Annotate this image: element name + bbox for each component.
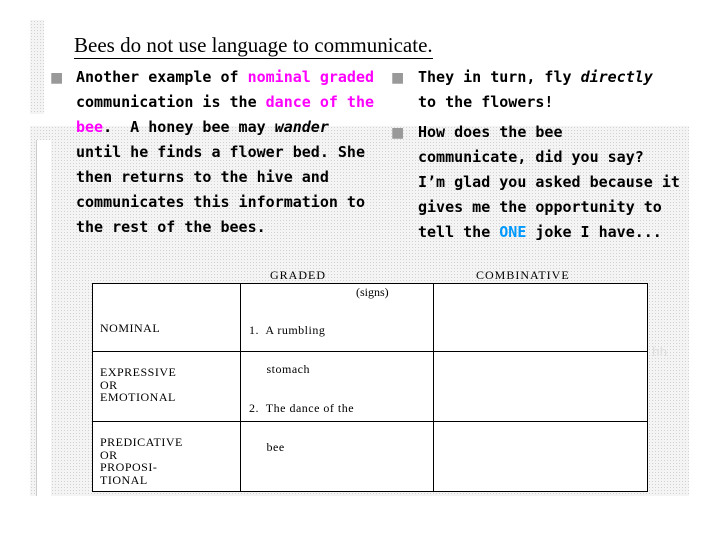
- text-line: [76, 65, 374, 90]
- bullet-icon: ■: [391, 125, 405, 141]
- text-line: I’m glad you asked because it: [418, 173, 680, 191]
- text-span: communication is the: [76, 93, 266, 111]
- list-item: 2. The dance of the: [249, 401, 355, 415]
- text-line: until he finds a flower bed. She: [76, 143, 365, 161]
- text-span: Another example of: [76, 68, 248, 86]
- right-bullet-2: [418, 120, 680, 245]
- emphasis-term: directly: [580, 68, 653, 86]
- row-label-expressive: EXPRESSIVE OR EMOTIONAL: [100, 365, 177, 404]
- table-cell: [433, 351, 648, 423]
- text-span: joke I have...: [526, 223, 662, 241]
- text-line: [76, 90, 374, 115]
- row-label-predicative: PREDICATIVE OR PROPOSI- TIONAL: [100, 435, 183, 487]
- right-bullet-1: [418, 65, 653, 115]
- text-line: [76, 115, 374, 140]
- highlight-term: nominal graded: [247, 68, 375, 86]
- list-item: 1. A rumbling: [249, 323, 326, 337]
- row-label-nominal: NOMINAL: [100, 321, 161, 335]
- table-cell: [92, 283, 242, 353]
- slide-title: Bees do not use language to communicate.: [74, 33, 433, 57]
- text-line: How does the bee: [418, 123, 563, 141]
- list-item: stomach: [249, 362, 310, 376]
- text-line: communicates this information to: [76, 193, 365, 211]
- table-cell: [433, 421, 648, 492]
- highlight-term: dance of the: [265, 93, 375, 111]
- text-line: to the flowers!: [418, 93, 554, 111]
- text-span: tell the: [418, 223, 500, 241]
- column-header-combinative: COMBINATIVE: [476, 268, 570, 282]
- ghost-text: hh: [652, 345, 668, 359]
- signs-label: (signs): [356, 285, 389, 299]
- highlight-term: ONE: [499, 223, 527, 241]
- text-line: then returns to the hive and: [76, 168, 329, 186]
- list-item: bee: [249, 440, 285, 454]
- table-cell: [433, 283, 648, 353]
- text-line: [418, 65, 653, 90]
- column-header-graded: GRADED: [270, 268, 326, 282]
- graded-nominal-list: [249, 298, 354, 467]
- emphasis-term: wander: [274, 118, 329, 136]
- text-line: communicate, did you say?: [418, 148, 644, 166]
- background-panel: [30, 20, 44, 114]
- text-span: . A honey bee may: [103, 118, 275, 136]
- text-line: the rest of the bees.: [76, 218, 266, 236]
- highlight-term: bee: [76, 118, 104, 136]
- background-strip: [36, 140, 51, 496]
- bullet-icon: ■: [391, 70, 405, 86]
- bullet-icon: ■: [50, 70, 64, 86]
- text-line: [418, 220, 680, 245]
- left-paragraph: [76, 65, 374, 240]
- text-line: gives me the opportunity to: [418, 198, 662, 216]
- text-span: They in turn, fly: [418, 68, 581, 86]
